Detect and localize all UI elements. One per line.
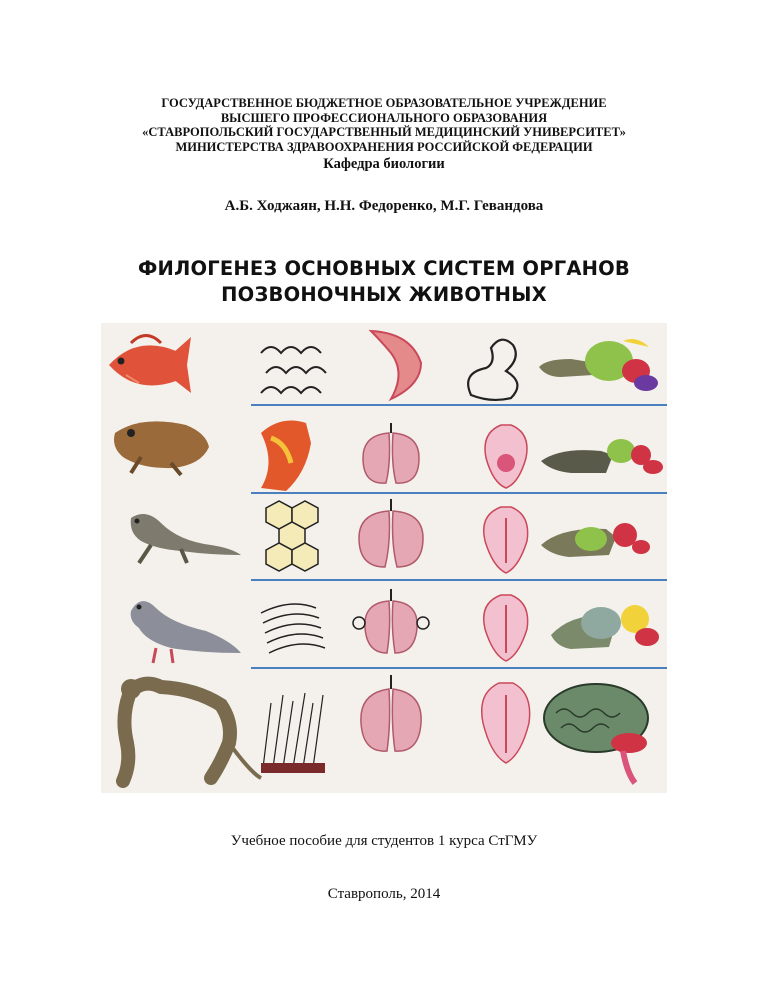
book-title [0, 256, 768, 308]
monkey-illustration [121, 679, 261, 781]
subtitle: Учебное пособие для студентов 1 курса СтГМУ [230, 833, 538, 849]
frog-skin-icon [261, 421, 311, 491]
cover-illustration [101, 323, 667, 793]
lizard-heart-icon [484, 507, 528, 573]
pigeon-brain-icon [551, 605, 659, 649]
header-line-4: МИНИСТЕРСТВА ЗДРАВООХРАНЕНИЯ РОССИЙСКОЙ ФЕДЕРАЦИИ [175, 139, 593, 154]
pigeon-lungs-icon [353, 589, 429, 653]
institution-header [0, 96, 768, 172]
lizard-brain-icon [541, 523, 650, 557]
frog-illustration [114, 421, 209, 475]
lizard-illustration [131, 514, 241, 563]
monkey-lungs-icon [361, 675, 421, 751]
frog-lungs-icon [363, 423, 419, 483]
department-name: Кафедра биологии [323, 156, 445, 172]
header-line-3: «СТАВРОПОЛЬСКИЙ ГОСУДАРСТВЕННЫЙ МЕДИЦИНСКИЙ УНИВЕРСИТЕТ» [142, 125, 626, 139]
frog-heart-icon [485, 425, 527, 488]
lizard-lungs-icon [359, 499, 423, 567]
book-title-line-2: ПОЗВОНОЧНЫХ ЖИВОТНЫХ [221, 283, 547, 306]
pigeon-feathers-icon [261, 604, 325, 653]
fish-brain-icon [539, 339, 658, 391]
fish-illustration [109, 336, 191, 394]
monkey-brain-icon [544, 684, 648, 783]
lizard-scales-icon [266, 501, 318, 571]
place-and-year: Ставрополь, 2014 [327, 886, 441, 902]
header-line-2: ВЫСШЕГО ПРОФЕССИОНАЛЬНОГО ОБРАЗОВАНИЯ [220, 110, 548, 125]
fish-scales-icon [261, 347, 326, 393]
frog-brain-icon [541, 439, 663, 474]
pigeon-illustration [131, 601, 241, 663]
monkey-heart-icon [482, 683, 530, 763]
header-line-1: ГОСУДАРСТВЕННОЕ БЮДЖЕТНОЕ ОБРАЗОВАТЕЛЬНОЕ УЧРЕЖДЕНИЕ [161, 96, 607, 110]
fish-gill-icon [371, 331, 421, 399]
fish-heart-icon [468, 340, 517, 400]
authors: А.Б. Ходжаян, Н.Н. Федоренко, М.Г. Гевандова [224, 198, 544, 214]
monkey-hair-icon [261, 693, 325, 773]
organ-phylogeny-illustration [101, 323, 667, 793]
book-title-line-1: ФИЛОГЕНЕЗ ОСНОВНЫХ СИСТЕМ ОРГАНОВ [138, 257, 630, 280]
pigeon-heart-icon [484, 595, 528, 661]
